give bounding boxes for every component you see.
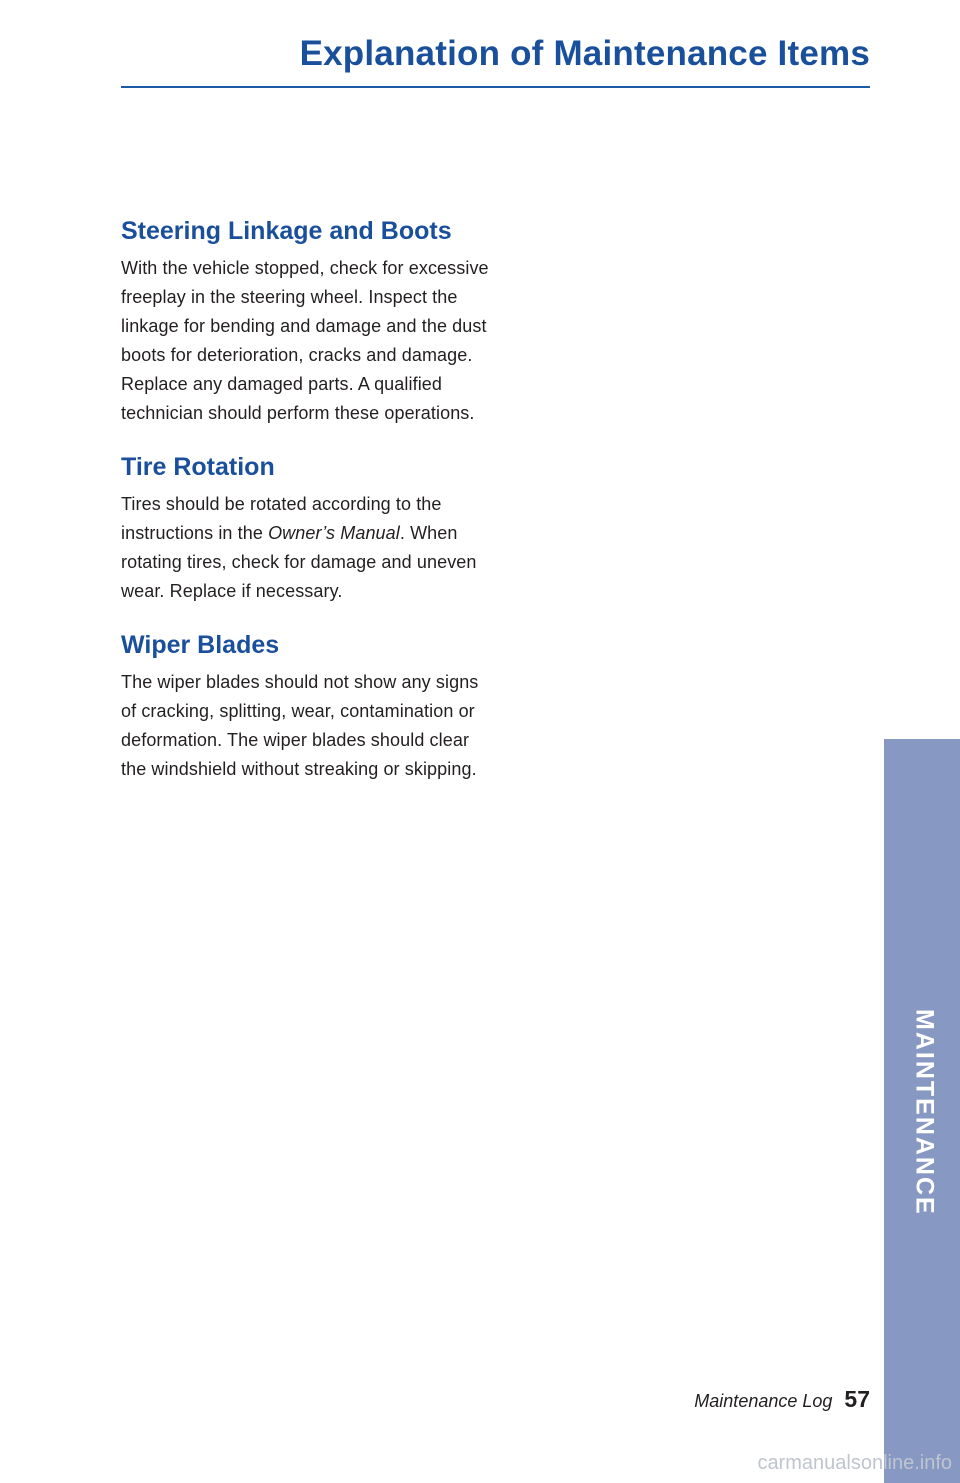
main-content — [121, 212, 491, 784]
section-tire-rotation — [121, 448, 491, 606]
section-heading: Tire Rotation — [121, 453, 275, 481]
page-header — [121, 30, 870, 88]
section-steering-linkage — [121, 212, 491, 428]
body-text-after: . When rotating tires, check for damage and uneven wear. Replace if necessary. — [121, 523, 477, 601]
page-footer — [694, 1386, 870, 1413]
section-body — [121, 490, 491, 606]
section-heading: Steering Linkage and Boots — [121, 217, 452, 245]
page-number: 57 — [844, 1386, 870, 1412]
section-heading: Wiper Blades — [121, 631, 280, 659]
body-text-before: Tires should be rotated according to the instructions in the — [121, 494, 442, 543]
page-title: Explanation of Maintenance Items — [299, 34, 870, 73]
side-tab-label: MAINTENANCE — [910, 1008, 939, 1216]
section-body: The wiper blades should not show any signs of cracking, splitting, wear, contamination or deformation. The wiper blades should clear the windshield without streaking or skipping. — [121, 672, 479, 779]
owners-manual-title: Owner’s Manual — [268, 523, 400, 543]
section-wiper-blades — [121, 626, 491, 784]
watermark: carmanualsonline.info — [757, 1452, 952, 1474]
maintenance-side-tab — [884, 739, 960, 1483]
section-body: With the vehicle stopped, check for excessive freeplay in the steering wheel. Inspect the linkage for bending and damage and the dust boots for deterioration, cracks and damage. Replace any damaged parts. A qualified technician should perform these operations. — [121, 258, 489, 423]
footer-label: Maintenance Log — [694, 1391, 833, 1411]
